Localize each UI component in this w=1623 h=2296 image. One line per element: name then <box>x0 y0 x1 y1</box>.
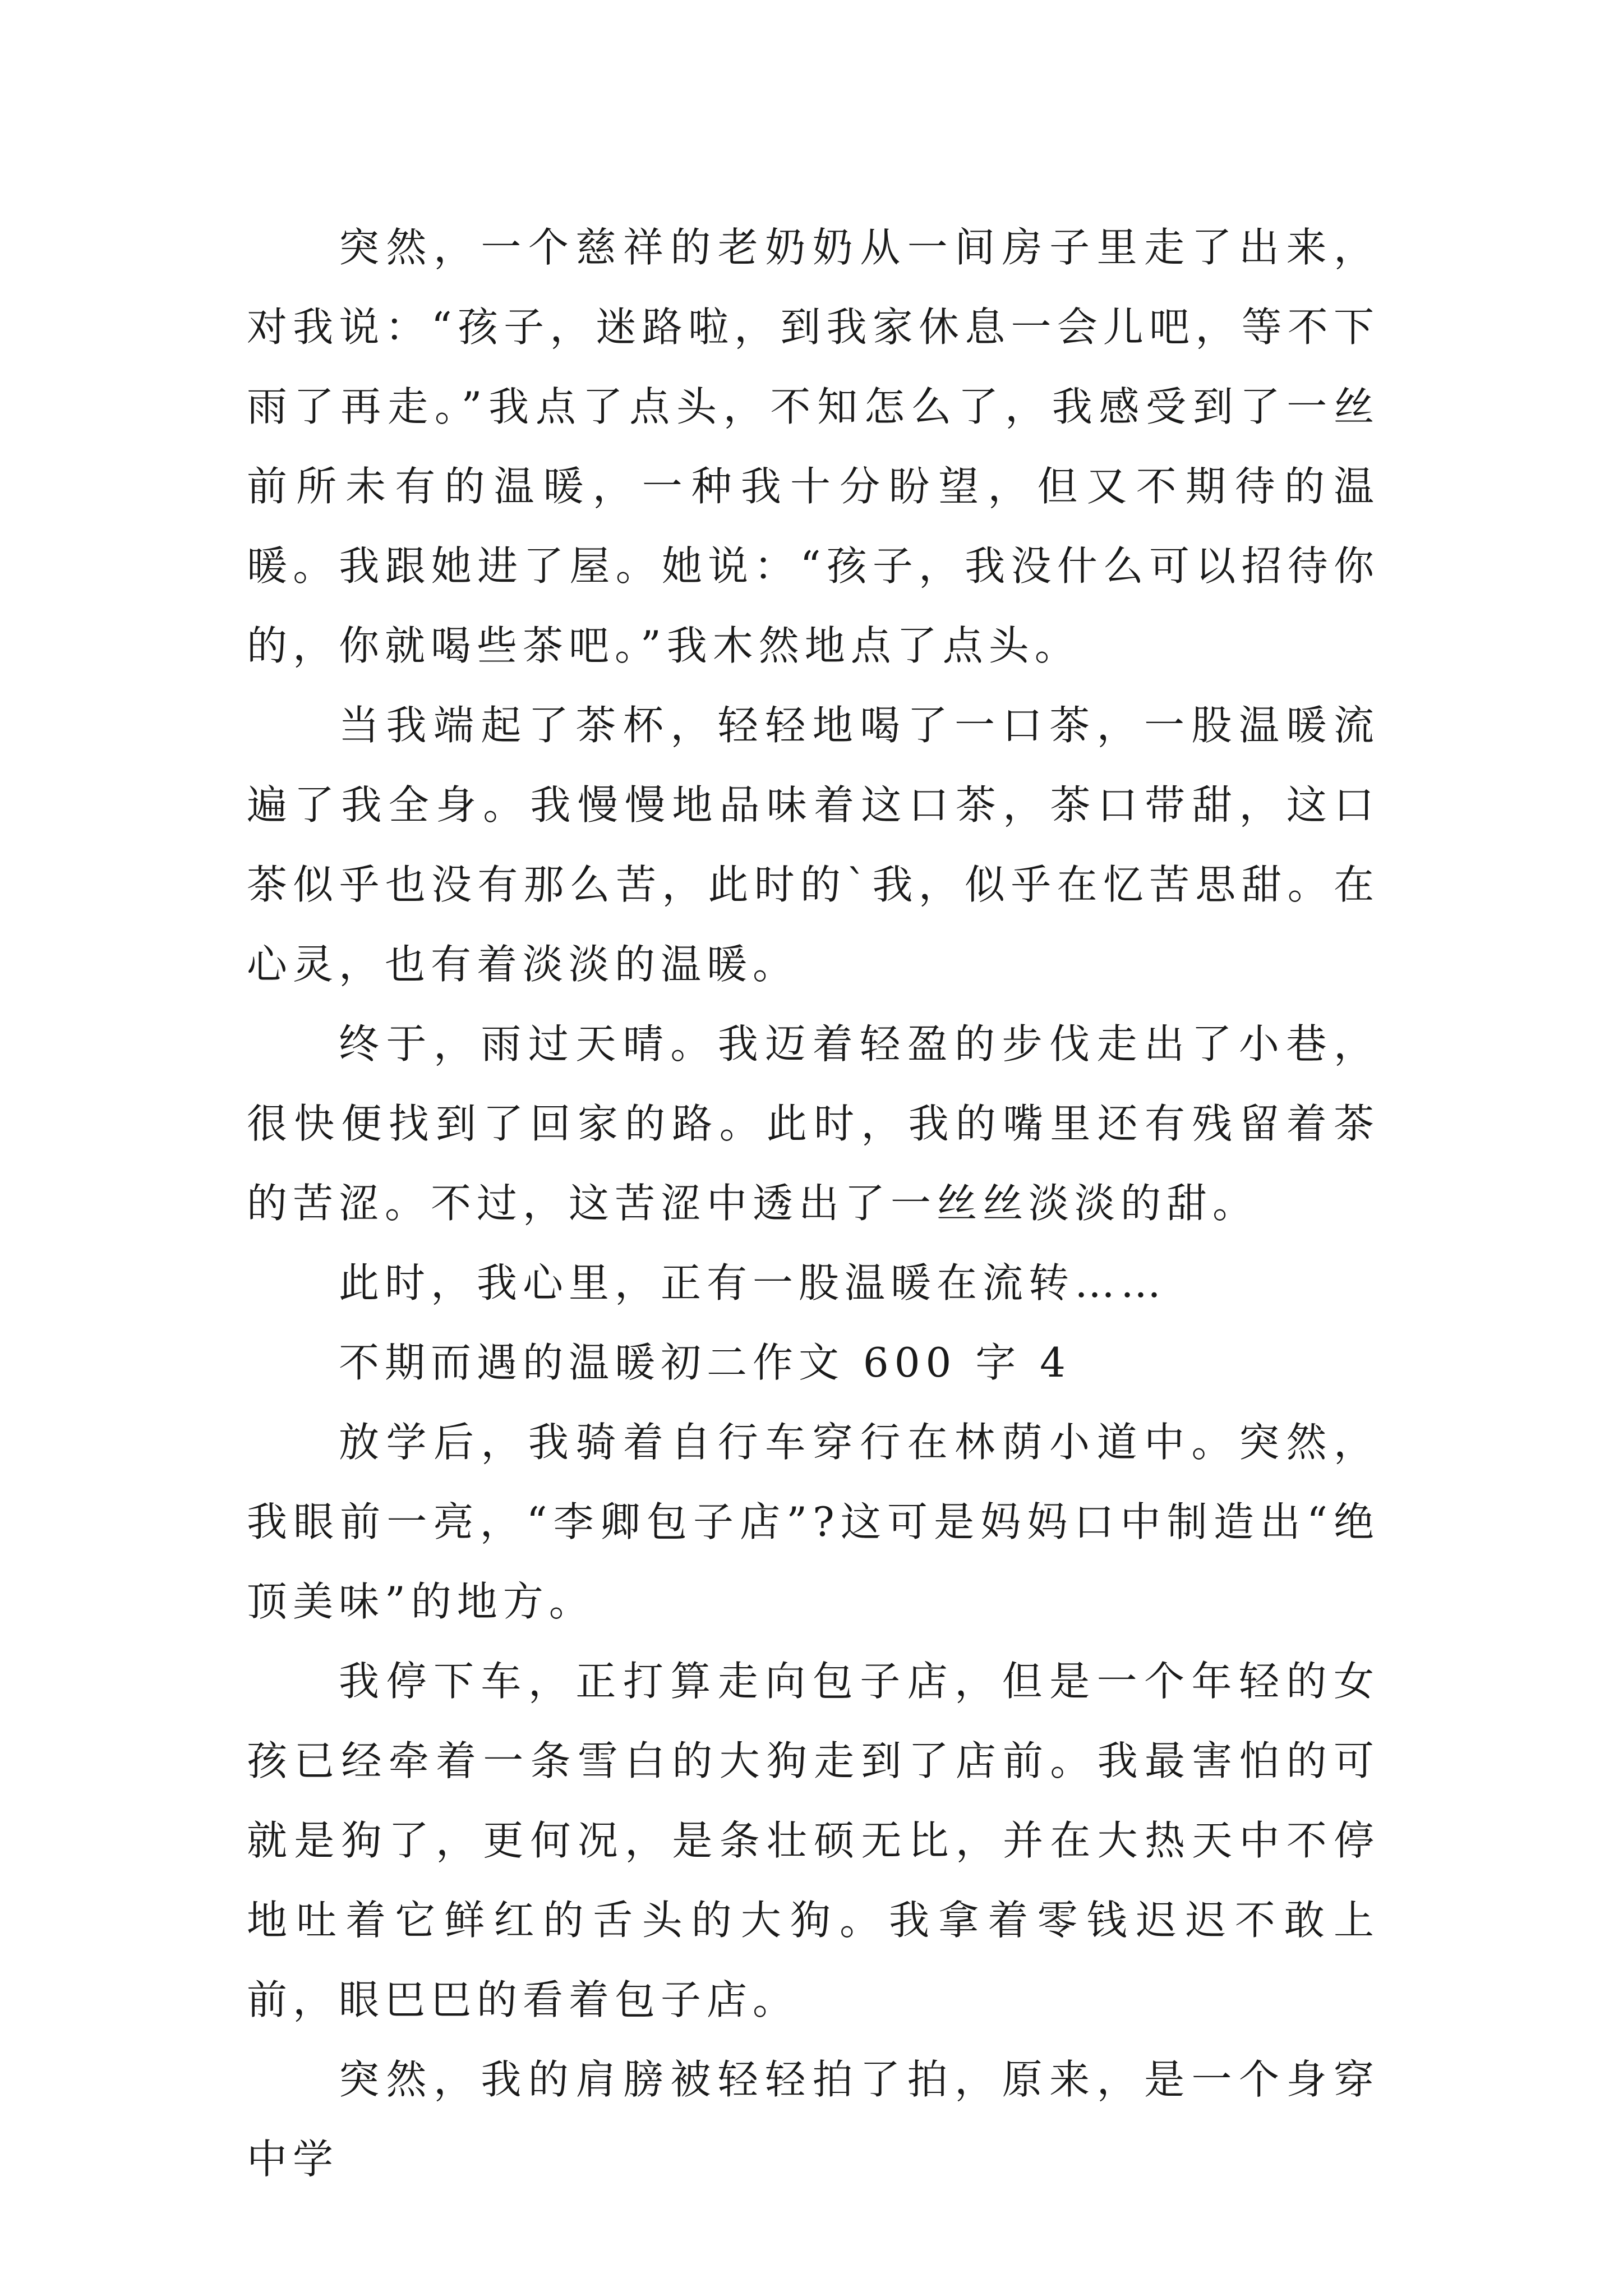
paragraph-rain-stops: 终于，雨过天晴。我迈着轻盈的步伐走出了小巷，很快便找到了回家的路。此时，我的嘴里还有残留着茶的苦涩。不过，这苦涩中透出了一丝丝淡淡的甜。 <box>247 1020 1380 1227</box>
paragraph-shoulder-tap: 突然，我的肩膀被轻轻拍了拍，原来，是一个身穿中学 <box>247 2056 1380 2183</box>
paragraph-warmth-flowing: 此时，我心里，正有一股温暖在流转…… <box>339 1259 1167 1306</box>
paragraph-big-dog: 我停下车，正打算走向包子店，但是一个年轻的女孩已经牵着一条雪白的大狗走到了店前。我最害怕的可就是狗了，更何况，是条壮硕无比，并在大热天中不停地吐着它鲜红的舌头的大狗。我拿着零钱迟迟不敢上前，眼巴巴的看着包子店。 <box>247 1658 1380 2023</box>
paragraph-after-school: 放学后，我骑着自行车穿行在林荫小道中。突然，我眼前一亮，“李卿包子店”?这可是妈妈口中制造出“绝顶美味”的地方。 <box>247 1419 1380 1625</box>
paragraph-tea: 当我端起了茶杯，轻轻地喝了一口茶，一股温暖流遍了我全身。我慢慢地品味着这口茶，茶口带甜，这口茶似乎也没有那么苦，此时的`我，似乎在忆苦思甜。在心灵，也有着淡淡的温暖。 <box>247 702 1380 988</box>
paragraph-old-grandma: 突然，一个慈祥的老奶奶从一间房子里走了出来，对我说：“孩子，迷路啦，到我家休息一会儿吧，等不下雨了再走。”我点了点头，不知怎么了，我感受到了一丝前所未有的温暖，一种我十分盼望，但又不期待的温暖。我跟她进了屋。她说：“孩子，我没什么可以招待你的，你就喝些茶吧。”我木然地点了点头。 <box>247 224 1380 669</box>
essay-body <box>247 208 1380 2199</box>
essay-title: 不期而遇的温暖初二作文 600 字 4 <box>339 1339 1071 1386</box>
